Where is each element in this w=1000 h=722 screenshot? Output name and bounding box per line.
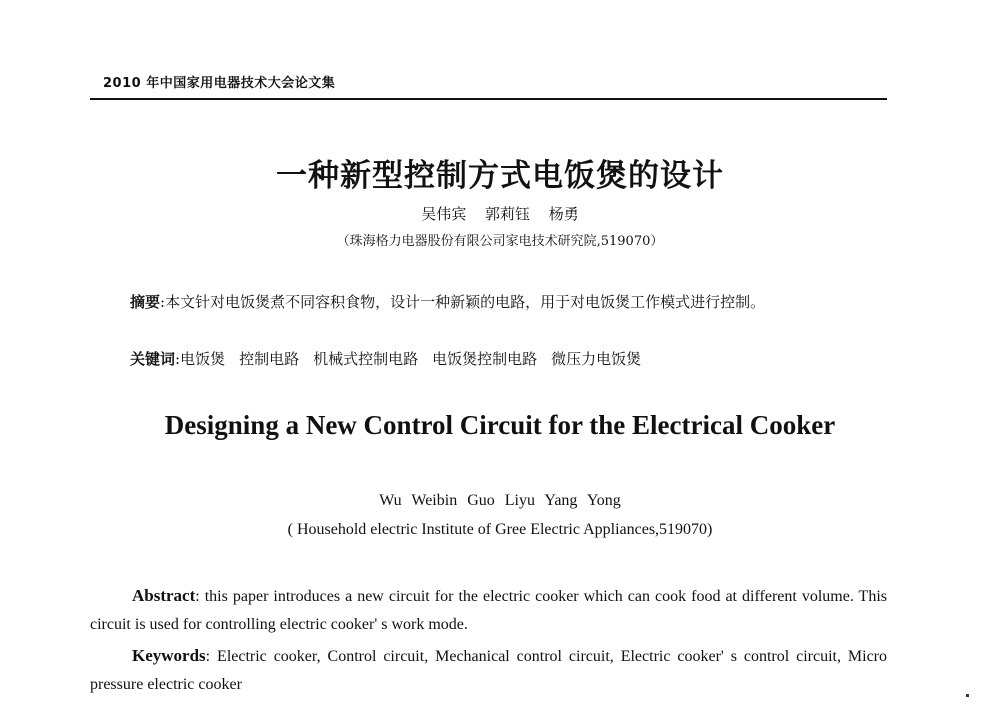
- chinese-abstract-label: 摘要: [130, 293, 161, 311]
- chinese-keywords: [130, 346, 887, 372]
- chinese-authors: 吴伟宾 郭莉钰 杨勇: [421, 205, 579, 223]
- running-header: 2010 年中国家用电器技术大会论文集: [103, 76, 336, 91]
- chinese-abstract-text: :本文针对电饭煲煮不同容积食物，设计一种新颖的电路，用于对电饭煲工作模式进行控制。: [160, 293, 766, 311]
- keyword: :电饭煲: [175, 350, 226, 368]
- english-keywords: [90, 642, 887, 699]
- english-affiliation: ( Household electric Institute of Gree Electric Appliances,519070): [287, 521, 713, 538]
- english-keywords-text: : Electric cooker, Control circuit, Mechanical control circuit, Electric cooker' s control circuit, Micro pressure electric cooker: [90, 648, 887, 693]
- chinese-affiliation: （珠海格力电器股份有限公司家电技术研究院,519070）: [336, 234, 664, 249]
- english-abstract: [90, 582, 887, 639]
- english-abstract-label: Abstract: [132, 586, 196, 605]
- chinese-abstract: [90, 289, 887, 315]
- chinese-title: 一种新型控制方式电饭煲的设计: [276, 158, 724, 194]
- english-keywords-label: Keywords: [132, 646, 206, 665]
- english-abstract-text: : this paper introduces a new circuit for the electric cooker which can cook food at different volume. This circuit is used for controlling electric cooker' s work mode.: [90, 588, 887, 633]
- keyword: 控制电路: [239, 350, 300, 368]
- header-rule: [90, 98, 887, 100]
- keyword: 机械式控制电路: [313, 350, 419, 368]
- english-authors: Wu Weibin Guo Liyu Yang Yong: [379, 492, 621, 509]
- chinese-keywords-label: 关键词: [130, 350, 176, 368]
- keyword: 电饭煲控制电路: [432, 350, 538, 368]
- english-title: Designing a New Control Circuit for the Electrical Cooker: [164, 410, 836, 440]
- keyword: 微压力电饭煲: [551, 350, 642, 368]
- scan-speck: [966, 694, 969, 697]
